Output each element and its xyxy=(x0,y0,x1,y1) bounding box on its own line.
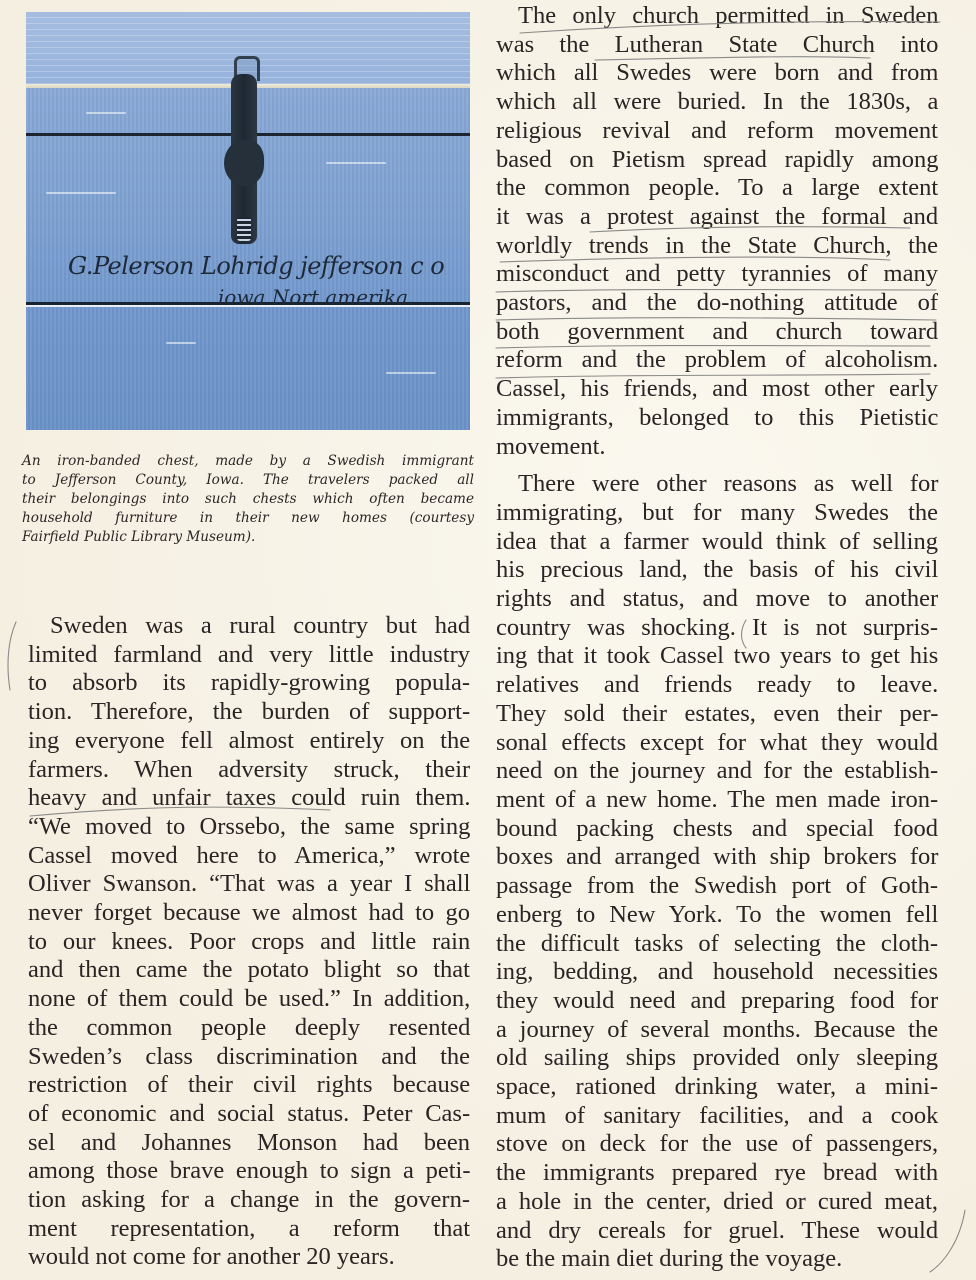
paragraph xyxy=(28,612,470,1272)
text-line: ment of a new home. The men made iron- xyxy=(496,785,939,813)
text-line: worldly trends in the State Church, the xyxy=(496,231,938,259)
text-line: which all Swedes were born and from xyxy=(496,59,939,87)
text-line: would not come for another 20 years. xyxy=(28,1243,395,1271)
text-line: Cassel, his friends, and most other early xyxy=(496,375,938,403)
text-line: movement. xyxy=(496,432,606,460)
text-line: to our knees. Poor crops and little rain xyxy=(28,927,471,955)
text-line: was the Lutheran State Church into xyxy=(496,30,939,58)
text-line: There were other reasons as well for xyxy=(518,470,939,498)
paragraph xyxy=(496,470,938,1274)
caption-line: An iron-banded chest, made by a Swedish immigrant xyxy=(22,453,474,469)
text-line: the difficult tasks of selecting the cloth- xyxy=(496,929,938,957)
text-line: ing everyone fell almost entirely on the xyxy=(28,726,471,754)
paragraph xyxy=(496,2,938,461)
text-line: and dry cereals for gruel. These would xyxy=(496,1216,939,1244)
text-line: boxes and arranged with ship brokers for xyxy=(496,843,939,871)
pencil-bracket-mark xyxy=(8,622,16,690)
text-line: They sold their estates, even their per- xyxy=(496,699,939,727)
text-line: it was a protest against the formal and xyxy=(496,202,939,230)
text-line: old sailing ships provided only sleeping xyxy=(496,1044,938,1072)
text-line: the common people. To a large extent xyxy=(496,174,939,202)
text-line: they would need and preparing food for xyxy=(496,986,939,1014)
text-line: pastors, and the do-nothing attitude of xyxy=(496,289,938,317)
iron-band-tip xyxy=(237,217,251,241)
caption-line: to Jefferson County, Iowa. The travelers packed all xyxy=(22,472,474,488)
text-line: reform and the problem of alcoholism. xyxy=(496,346,939,374)
text-line: immigrants, belonged to this Pietistic xyxy=(496,403,939,431)
text-line: be the main diet during the voyage. xyxy=(496,1245,843,1273)
text-line: rights and status, and move to another xyxy=(496,585,939,613)
text-line: farmers. When adversity struck, their xyxy=(28,755,471,783)
text-line: ing that it took Cassel two years to get his xyxy=(496,642,939,670)
right-column xyxy=(496,2,938,1274)
text-line: of economic and social status. Peter Cas- xyxy=(28,1099,471,1127)
caption-line: their belongings into such chests which often became xyxy=(22,491,474,507)
text-line: Sweden’s class discrimination and the xyxy=(28,1042,470,1070)
text-line: mum of sanitary facilities, and a cook xyxy=(496,1101,939,1129)
text-line: immigrating, but for many Swedes the xyxy=(496,498,938,526)
text-line: enberg to New York. To the women fell xyxy=(496,900,939,928)
text-line: need on the journey and for the establish- xyxy=(496,757,939,785)
text-line: restriction of their civil rights because xyxy=(28,1071,471,1099)
text-line: The only church permitted in Sweden xyxy=(518,2,939,29)
paint-scratch xyxy=(46,192,116,194)
text-line: none of them could be used.” In addition, xyxy=(28,985,471,1013)
paint-scratch xyxy=(326,162,386,164)
text-line: relatives and friends ready to leave. xyxy=(496,671,939,699)
text-line: never forget because we almost had to go xyxy=(28,899,470,927)
chest-inscription-line-1: G.Pelerson Lohridg jefferson c o xyxy=(68,252,445,280)
iron-band-lock xyxy=(224,140,264,186)
text-line: among those brave enough to sign a peti- xyxy=(28,1157,471,1185)
caption-line: Fairfield Public Library Museum). xyxy=(22,529,256,545)
text-line: heavy and unfair taxes could ruin them. xyxy=(28,784,471,812)
text-line: limited farmland and very little industry xyxy=(28,640,470,668)
paint-scratch xyxy=(386,372,436,374)
text-line: which all were buried. In the 1830s, a xyxy=(496,88,939,116)
paint-scratch xyxy=(166,342,196,344)
text-line: Oliver Swanson. “That was a year I shall xyxy=(28,870,471,898)
text-line: a journey of several months. Because the xyxy=(496,1015,939,1043)
text-line: to absorb its rapidly-growing popula- xyxy=(28,669,471,697)
text-line: ing, bedding, and household necessities xyxy=(496,958,938,986)
paint-scratch xyxy=(86,112,126,114)
text-line: Cassel moved here to America,” wrote xyxy=(28,841,471,869)
caption-line: household furniture in their new homes (courtesy xyxy=(22,510,474,526)
chest-inscription-line-2: iowa Nort amerika. xyxy=(218,285,415,309)
text-line: stove on deck for the use of passengers, xyxy=(496,1130,939,1158)
text-line: his precious land, the basis of his civil xyxy=(496,556,939,584)
text-line: space, rationed drinking water, a mini- xyxy=(496,1073,938,1101)
text-line: tion. Therefore, the burden of support- xyxy=(28,698,471,726)
photo-caption xyxy=(22,452,474,547)
text-line: idea that a farmer would think of selling xyxy=(496,527,938,555)
text-line: passage from the Swedish port of Goth- xyxy=(496,872,938,900)
text-line: bound packing chests and special food xyxy=(496,814,938,842)
text-line: Sweden was a rural country but had xyxy=(50,612,471,639)
text-line: and then came the potato blight so that xyxy=(28,956,470,984)
text-line: the immigrants prepared rye bread with xyxy=(496,1159,939,1187)
text-line: misconduct and petty tyrannies of many xyxy=(496,260,938,288)
text-line: sel and Johannes Monson had been xyxy=(28,1128,470,1156)
text-line: tion asking for a change in the govern- xyxy=(28,1186,470,1214)
chest-photo xyxy=(26,12,470,430)
text-line: sonal effects except for what they would xyxy=(496,728,938,756)
text-line: both government and church toward xyxy=(496,317,939,345)
text-line: ment representation, a reform that xyxy=(28,1214,470,1242)
text-line: religious revival and reform movement xyxy=(496,116,938,144)
text-line: a hole in the center, dried or cured meat, xyxy=(496,1187,938,1215)
text-line: country was shocking. It is not surpris- xyxy=(496,613,938,641)
paragraph-gap xyxy=(496,461,938,470)
text-line: the common people deeply resented xyxy=(28,1013,471,1041)
text-line: based on Pietism spread rapidly among xyxy=(496,145,939,173)
left-column xyxy=(28,612,470,1272)
text-line: “We moved to Orssebo, the same spring xyxy=(28,812,471,840)
